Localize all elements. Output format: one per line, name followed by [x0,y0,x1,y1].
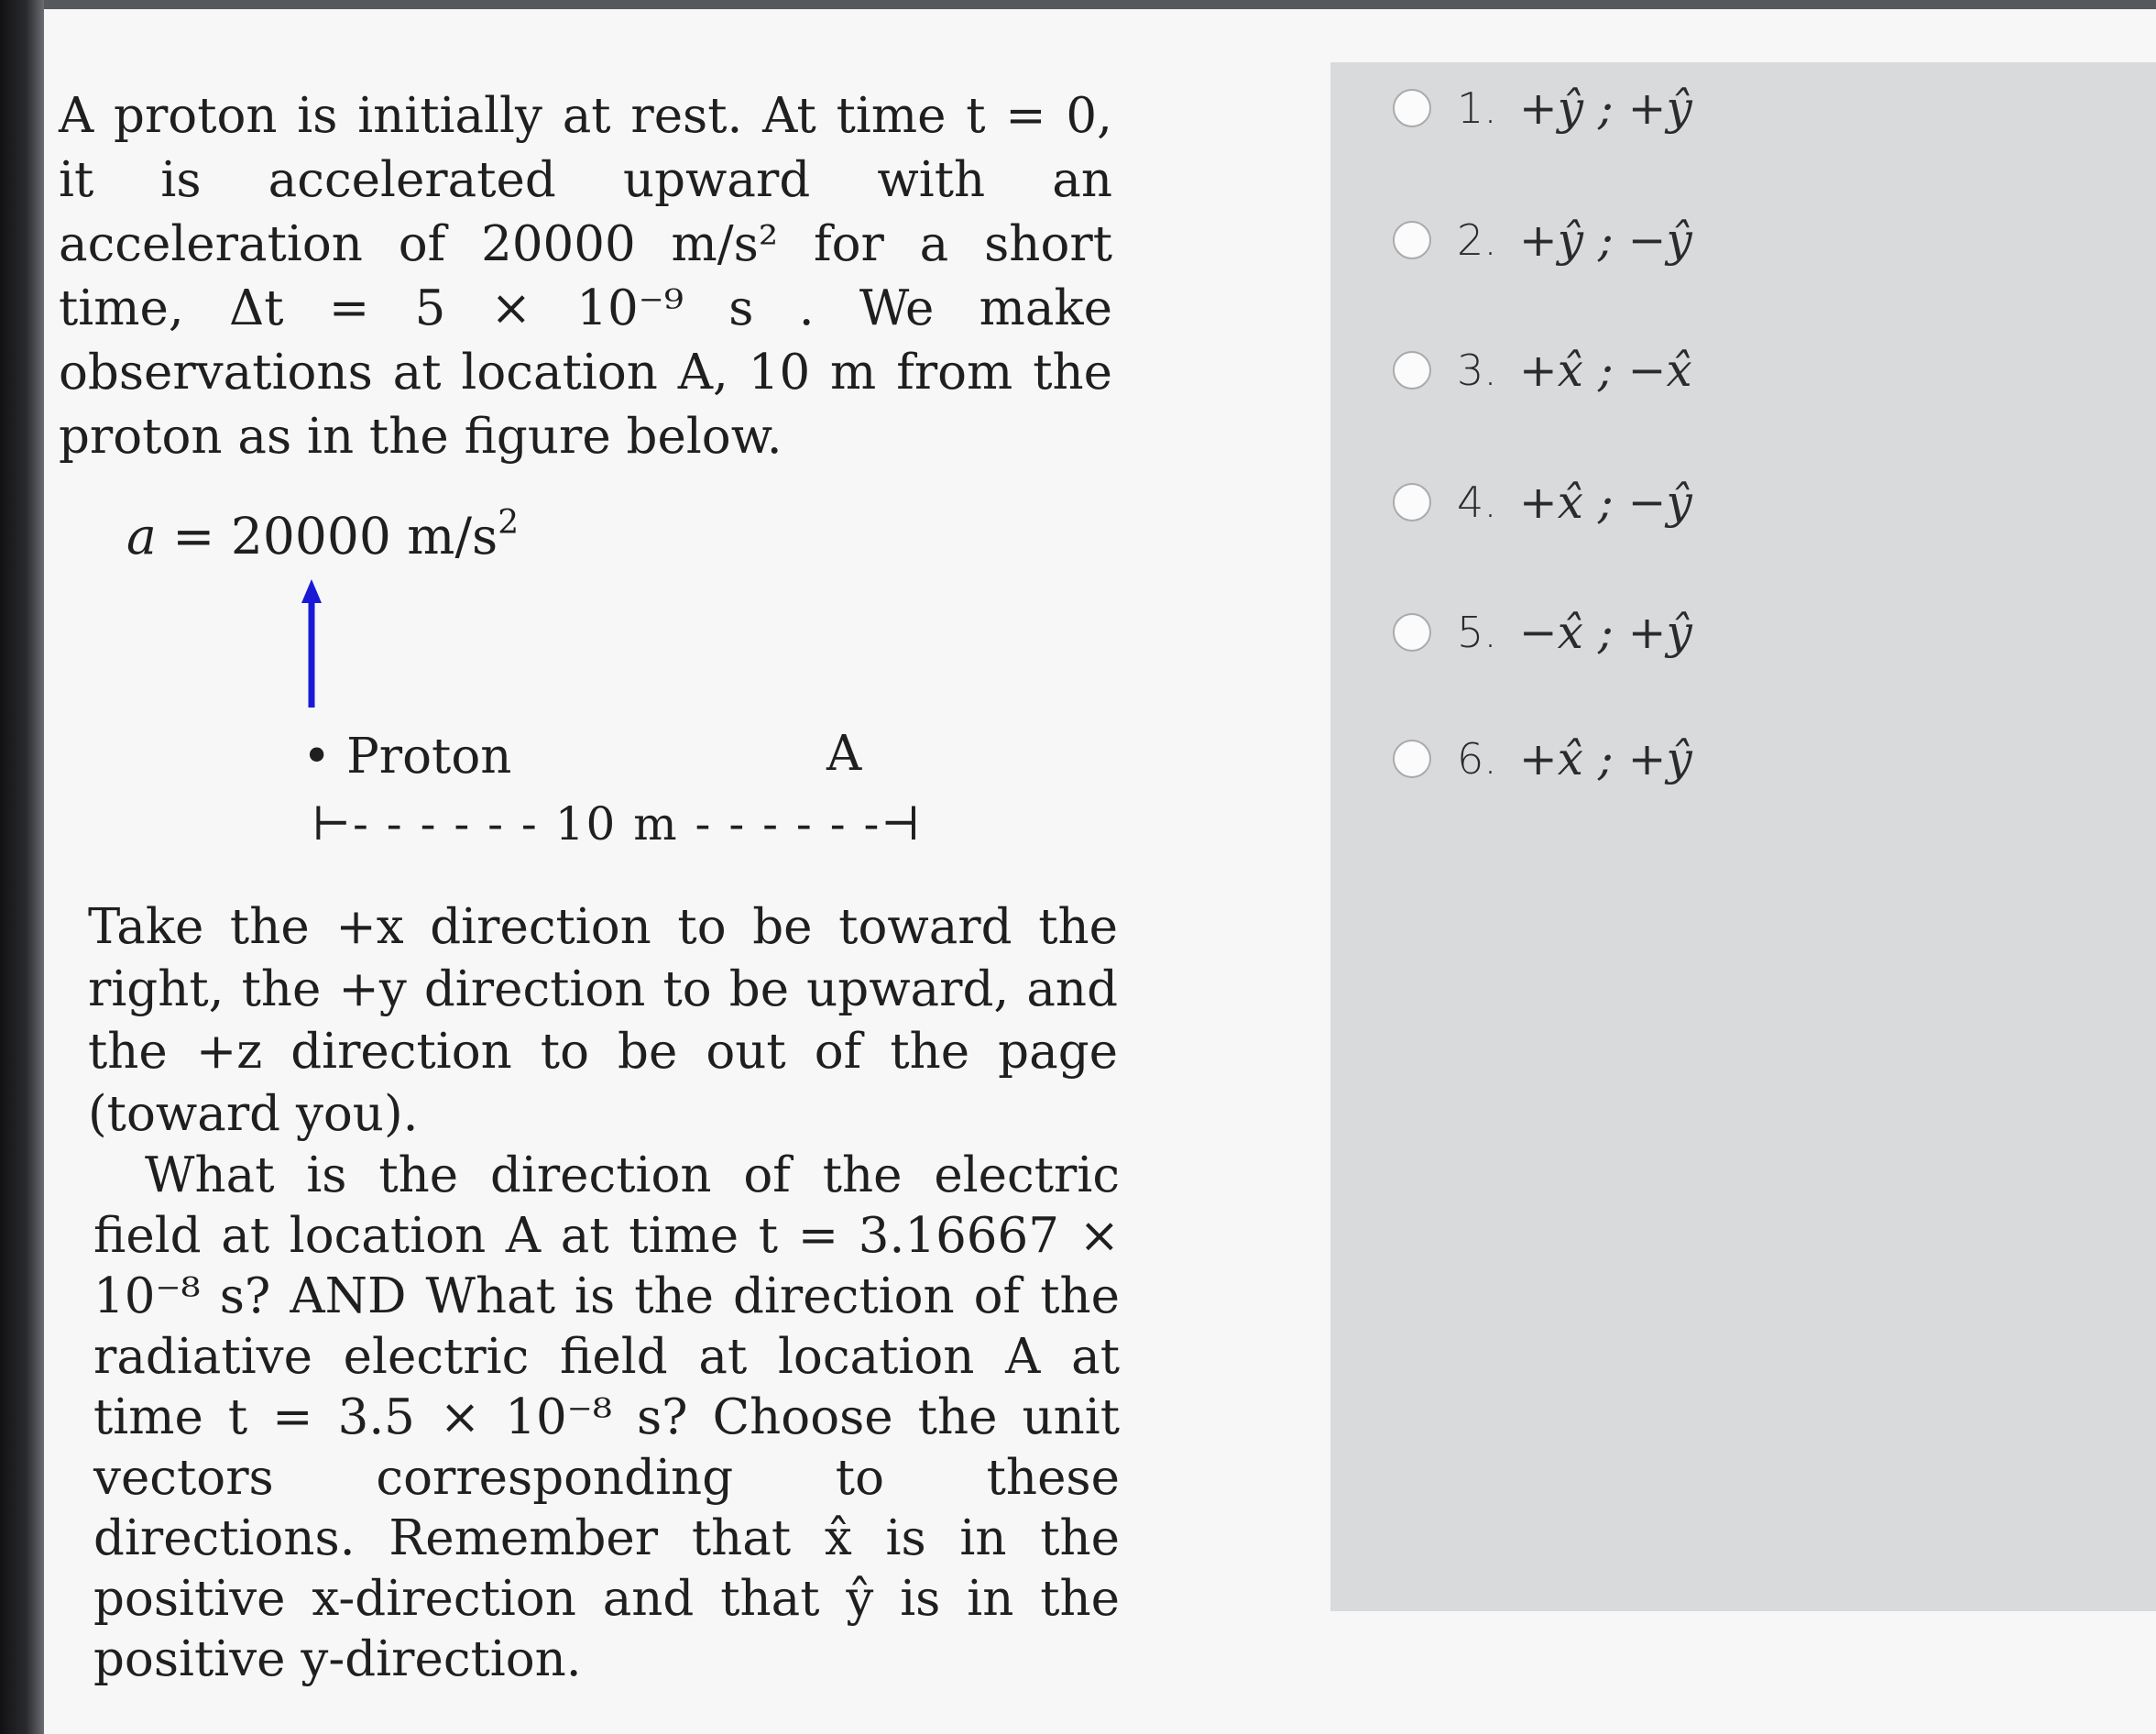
location-a-label: A [826,726,862,782]
acceleration-exponent: 2 [498,504,520,542]
acceleration-variable: a [126,507,157,565]
radio-button-icon[interactable] [1393,740,1431,778]
question-prompt-text: What is the direction of the electric field at location A at time t = 3.16667 × 10⁻⁸ s? AND What is the direction of the radiative electric field at location A at time t = 3.5 × 10⁻⁸ s? Choose the unit vectors corresponding to these directions. Remember that x̂ is in the positive x-direction and that ŷ is in the positive y-direction. [93,1147,1120,1687]
acceleration-label [126,504,519,565]
choice-answer: +ŷ ; −ŷ [1518,214,1692,267]
choice-answer: +x̂ ; +ŷ [1518,732,1692,785]
answer-choice-6[interactable] [1393,731,1692,786]
proton-label: • Proton [302,729,512,785]
answer-choice-4[interactable] [1393,475,1692,530]
choice-number: 4. [1457,477,1497,527]
choice-answer: −x̂ ; +ŷ [1518,606,1692,659]
coordinate-convention-text: Take the +x direction to be toward the right, the +y direction to be upward, and the +z direction to be out of the page (toward you). [88,899,1118,1142]
answer-choice-1[interactable] [1393,81,1692,136]
radio-button-icon[interactable] [1393,483,1431,521]
screen-left-bezel [0,0,44,1734]
choice-number: 1. [1457,83,1497,133]
choice-answer: +x̂ ; −ŷ [1518,476,1692,529]
answer-choices-panel [1330,62,2156,1611]
choice-number: 3. [1457,346,1497,395]
answer-choice-5[interactable] [1393,605,1692,660]
choice-number: 5. [1457,608,1497,657]
choice-answer: +ŷ ; +ŷ [1518,82,1692,135]
problem-intro-text: A proton is initially at rest. At time t = 0, it is accelerated upward with an acceleration of 20000 m/s² for a short time, Δt = 5 × 10⁻⁹ s . We make observations at location A, 10 m from the proton as in the figure below. [59,88,1112,465]
answer-choice-3[interactable] [1393,343,1692,398]
acceleration-value: = 20000 m/s [172,507,498,565]
question-panel [27,9,1365,1734]
choice-number: 6. [1457,734,1497,784]
choice-number: 2. [1457,215,1497,265]
distance-indicator: ⊢- - - - - - 10 m - - - - - -⊣ [312,797,923,851]
answer-choice-2[interactable] [1393,213,1692,268]
radio-button-icon[interactable] [1393,221,1431,259]
choice-answer: +x̂ ; −x̂ [1518,344,1692,397]
radio-button-icon[interactable] [1393,89,1431,127]
radio-button-icon[interactable] [1393,613,1431,652]
radio-button-icon[interactable] [1393,351,1431,390]
acceleration-arrow-icon [293,579,330,717]
